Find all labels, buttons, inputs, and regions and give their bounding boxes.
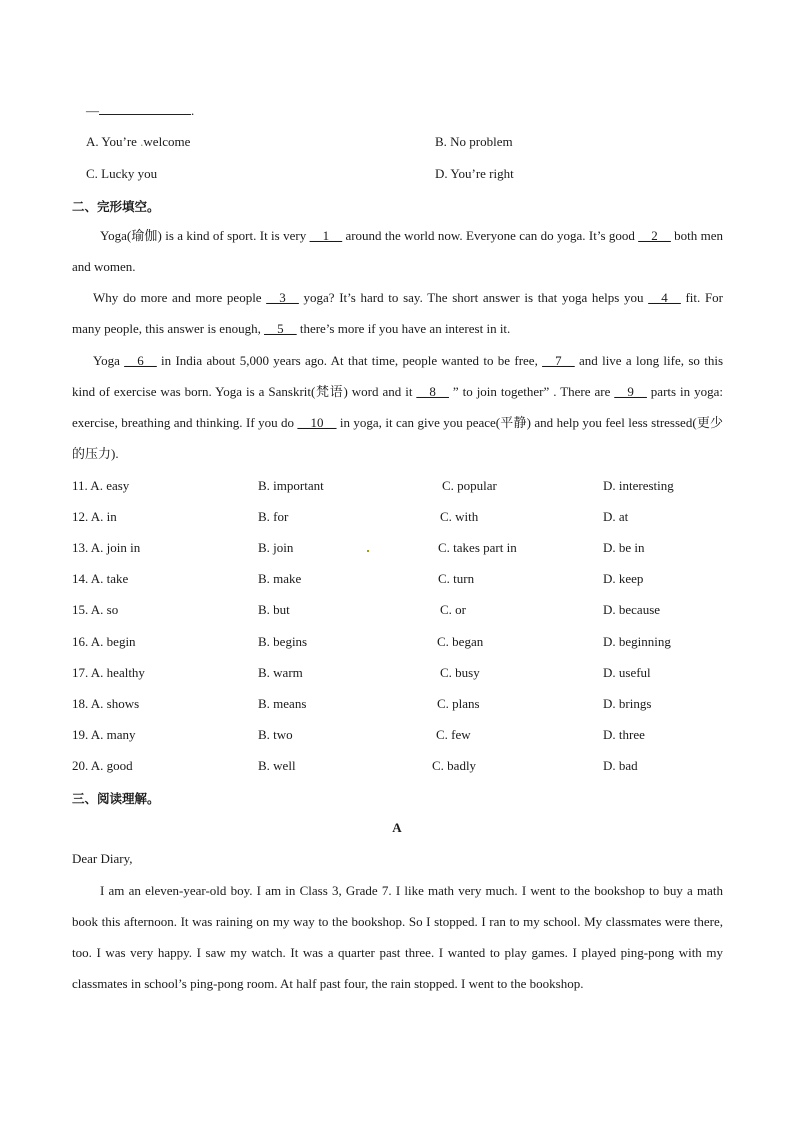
blank-2: __2__ — [638, 228, 671, 243]
q10-option-a-mark: . — [140, 134, 144, 149]
blank-10: __10__ — [297, 415, 337, 430]
cloze-paragraph-2 — [72, 282, 723, 344]
p3-text-4: ” to join together” . There are — [448, 384, 615, 399]
question-row — [72, 478, 723, 498]
option-b: B. make — [258, 571, 302, 586]
question-row — [72, 696, 723, 716]
p3-text-6: in yoga, it can give you peace(平静) and help you feel less stressed(更少的压力). — [72, 415, 724, 461]
p2-text-4: there’s more if you have an interest in it. — [296, 321, 511, 336]
option-a: 20. A. good — [72, 758, 133, 773]
passage-label: A — [392, 820, 402, 835]
option-b: B. important — [258, 478, 324, 493]
option-c: C. busy — [440, 665, 480, 680]
option-d: D. bad — [603, 758, 638, 773]
option-a: 18. A. shows — [72, 696, 140, 711]
option-d: D. be in — [603, 540, 645, 555]
p2-text-1: Why do more and more people — [93, 290, 267, 305]
option-c: C. or — [440, 602, 466, 617]
option-b: B. means — [258, 696, 307, 711]
option-b: B. for — [258, 509, 289, 524]
option-a: 16. A. begin — [72, 634, 136, 649]
p3-text-5: parts in yoga: exercise, breathing and thinking. If you do — [72, 384, 723, 430]
option-a: 15. A. so — [72, 602, 119, 617]
blank-8: __8__ — [416, 384, 449, 399]
blank-1: __1__ — [309, 228, 343, 243]
question-row — [72, 509, 723, 529]
option-c: C. takes part in — [438, 540, 517, 555]
p3-text-2: in India about 5,000 years ago. At that time, people wanted to be free, — [156, 353, 543, 368]
p3-text-1: Yoga — [93, 353, 125, 368]
diary-salutation: Dear Diary, — [72, 851, 133, 866]
option-d: D. interesting — [603, 478, 674, 493]
q10-option-a-tail: welcome — [143, 134, 191, 149]
q10-option-c: C. Lucky you — [86, 166, 158, 181]
p1-text-2: around the world now. Everyone can do yoga. It’s good — [342, 228, 639, 243]
option-c: C. badly — [432, 758, 477, 773]
q10-option-a-text: A. You’re — [86, 134, 141, 149]
blank-5: __5__ — [264, 321, 297, 336]
option-b: B. join — [258, 540, 294, 555]
option-b: B. well — [258, 758, 296, 773]
option-a: 13. A. join in — [72, 540, 141, 555]
option-d: D. brings — [603, 696, 652, 711]
q10-option-d: D. You’re right — [435, 166, 514, 181]
cloze-paragraph-3 — [72, 345, 723, 469]
q10-stem — [86, 103, 194, 119]
question-row — [72, 727, 723, 747]
option-c: C. began — [437, 634, 484, 649]
p1-text-3: both men and women. — [72, 228, 724, 274]
diary-body: I am an eleven-year-old boy. I am in Class 3, Grade 7. I like math very much. I went to the bookshop to buy a math book this afternoon. It was raining on my way to the bookshop. So I stopped. I ran to my school. My classmates were there, too. I was very happy. I saw my watch. It was a quarter past three. I wanted to play games. I played ping-pong with my classmates in school’s ping-pong room. At half past four, the rain stopped. I went to the bookshop. — [72, 883, 723, 991]
cloze-paragraph-1 — [72, 220, 723, 282]
option-b: B. two — [258, 727, 293, 742]
option-c: C. with — [440, 509, 479, 524]
option-c: C. plans — [437, 696, 480, 711]
q10-dash: — — [86, 103, 99, 118]
option-c: C. popular — [442, 478, 497, 493]
blank-3: __3__ — [266, 290, 299, 305]
option-d: D. keep — [603, 571, 644, 586]
option-a: 19. A. many — [72, 727, 136, 742]
p3-text-3: and live a long life, so this kind of exercise was born. Yoga is a Sanskrit(梵语) word and it — [72, 353, 724, 399]
option-a: 17. A. healthy — [72, 665, 145, 680]
question-row — [72, 571, 723, 591]
q10-answer-blank — [99, 114, 191, 115]
option-c: C. few — [436, 727, 471, 742]
p1-text-1: Yoga(瑜伽) is a kind of sport. It is very — [100, 228, 310, 243]
option-d: D. at — [603, 509, 629, 524]
section-2-title: 二、完形填空。 — [72, 199, 160, 214]
option-d: D. useful — [603, 665, 651, 680]
blank-7: __7__ — [542, 353, 575, 368]
blank-4: __4__ — [648, 290, 681, 305]
stray-mark — [367, 550, 369, 552]
question-row — [72, 634, 723, 654]
p2-text-2: yoga? It’s hard to say. The short answer is that yoga helps you — [298, 290, 649, 305]
question-row — [72, 665, 723, 685]
option-a: 14. A. take — [72, 571, 129, 586]
option-a: 11. A. easy — [72, 478, 130, 493]
option-b: B. but — [258, 602, 290, 617]
section-3-title: 三、阅读理解。 — [72, 791, 160, 806]
blank-9: __9__ — [614, 384, 647, 399]
q10-option-a — [86, 134, 190, 150]
question-row — [72, 540, 723, 560]
p2-text-3: fit. For many people, this answer is enough, — [72, 290, 723, 336]
option-b: B. begins — [258, 634, 308, 649]
option-c: C. turn — [438, 571, 475, 586]
q10-stem-end: . — [191, 103, 195, 118]
option-a: 12. A. in — [72, 509, 117, 524]
question-row — [72, 758, 723, 778]
q10-option-b: B. No problem — [435, 134, 513, 149]
option-d: D. because — [603, 602, 661, 617]
option-d: D. three — [603, 727, 645, 742]
question-row — [72, 602, 723, 622]
option-b: B. warm — [258, 665, 303, 680]
blank-6: __6__ — [124, 353, 157, 368]
option-d: D. beginning — [603, 634, 671, 649]
